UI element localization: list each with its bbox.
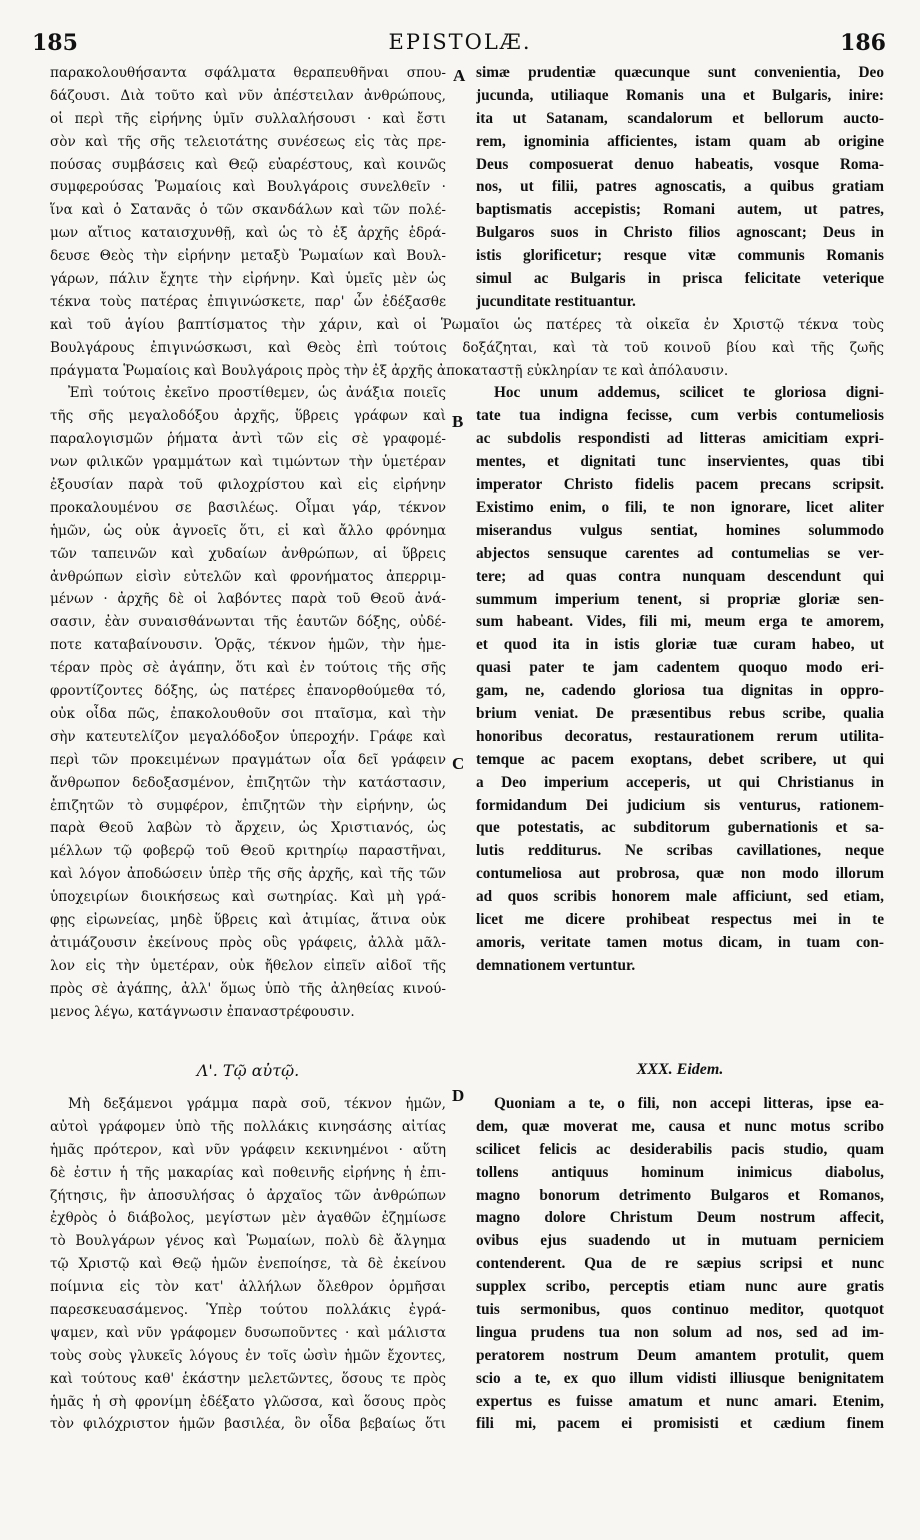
greek-text-line: Βουλγάρους ἐπιγινώσκωσι, καὶ Θεὸς ἐπὶ τούτοις δοξάζηται, καὶ τὰ τοῦ κοινοῦ βίου καὶ τῆς ζωῆς (50, 339, 884, 356)
greek-text-line: ἡμᾶς ἡ σὴ φρονίμη ἐδέξατο γλῶσσα, καὶ ὅσους πρὸς (50, 1393, 446, 1410)
greek-text-line: παρεσκευασάμενος. Ὑπὲρ τούτου πολλάκις ἐγρά- (50, 1302, 446, 1319)
latin-text-line: que potestatis, ac subditorum gubernationis et sa- (476, 819, 884, 837)
latin-text-line: sum habeant. Vides, fili mi, meum erga te amorem, (476, 613, 884, 631)
greek-text-line: συμφερούσας Ῥωμαίοις καὶ Βουλγάροις συνελθεῖν · (50, 179, 446, 196)
latin-text-line: a Deo imperium acceperis, ut qui Christianus in (476, 773, 884, 791)
greek-text-line: ψαμεν, καὶ νῦν γράφομεν δυσωποῦντες · καὶ μάλιστα (50, 1324, 446, 1341)
latin-text-line: fili mi, pacem ei promisisti et cædium finem (476, 1415, 884, 1433)
greek-column-letter-30 (50, 1093, 446, 1436)
greek-text-line: ἐπιζητῶν τὸ συμφέρον, ἐπιζητῶν τὴν εἰρήνην, ὡς (50, 797, 446, 814)
latin-text-line: summum imperium tenent, si propriæ gloriæ sen- (476, 590, 884, 608)
greek-text-line: τῶν ταπεινῶν καὶ χυδαίων ἀνθρώπων, αἱ ὕβρεις (50, 545, 446, 562)
latin-text-line: tate tua indigna fecisse, cum verbis contumeliosis (476, 407, 884, 425)
latin-text-line: scilicet felicis ac desiderabilis pacis studio, quam (476, 1140, 884, 1158)
greek-text-line: δὲ ἐστιν ἡ τῆς μακαρίας καὶ ποθεινῆς εἰρήνης ἡ ἐπι- (50, 1164, 446, 1181)
greek-text-line: φροντίζοντες δόξης, ὡς πατέρες ἐπανορθούμεθα τό, (50, 683, 446, 700)
running-title: EPISTOLÆ. (388, 30, 532, 54)
latin-column-top (476, 62, 884, 978)
greek-text-line: σὸν καὶ τῆς σῆς τελειοτάτης συνέσεως εἰς τὰς πρε- (50, 133, 446, 150)
greek-text-line: προκαλουμένου σε βασιλέως. Οἶμαι γάρ, τέκνον (50, 499, 446, 516)
greek-text-line: μενος λέγω, κατάγνωσιν ἐπαναστρέφουσιν. (50, 1003, 355, 1020)
latin-text-line: tuis sermonibus, quos continuo meditor, quotquot (476, 1301, 884, 1319)
latin-text-line: nos, ut filii, patres agnoscatis, a quibus gratiam (476, 178, 884, 196)
greek-text-line: ἐξουσίαν παρὰ τοῦ φιλοχρίστου καὶ εἰς εἰρήνην (50, 477, 446, 494)
latin-text-line: mentes, et dignitati tunc inservientes, quas tibi (476, 453, 884, 471)
greek-text-line: πρὸς σὲ ἀγάπης, ἀλλ' ὅμως ὑπὸ τῆς ἀληθείας κινού- (50, 980, 446, 997)
latin-text-line: scio a te, ex quo illum vidisti illiusque benignitatem (476, 1369, 884, 1387)
greek-text-line: παρακολουθήσαντα σφάλματα θεραπευθῆναι σπου- (50, 65, 446, 81)
greek-text-line: καὶ τούτους καθ' ἑκάστην μελετῶντες, ὅσους τε πρὸς (50, 1370, 446, 1387)
greek-text-line: ἐχθρὸς ὁ διάβολος, μεγίστων μὲν ἀγαθῶν ἐζημίωσε (50, 1210, 446, 1227)
greek-text-line: τέραν πρὸς σὲ ἀγάπην, ὅτι καὶ ἐν τούτοις τῆς σῆς (50, 660, 446, 677)
greek-text-line: ποτε καταβαίνουσιν. Ὁρᾷς, τέκνον ἡμῶν, τὴν ἡμε- (50, 637, 446, 654)
greek-text-line: αὐτοὶ γράφομεν ὑπὸ τῆς πολλάκις κινησάσης αἰτίας (50, 1118, 446, 1135)
latin-text-line: simæ prudentiæ quæcunque sunt convenientia, Deo (476, 64, 884, 81)
latin-text-line: abjectos sensuque carentes ad contumelias se ver- (476, 544, 884, 562)
latin-text-line: Quoniam a te, o fili, non accepi litteras, ipse ea- (494, 1095, 884, 1112)
latin-text-line: imperator Christo fidelis pacem precans scripsit. (476, 476, 884, 494)
latin-text-line: gam, ne, cadendo gloriosa tua dignitas in oppro- (476, 682, 884, 700)
page-header (30, 30, 890, 64)
latin-text-line: rem, ignominia afficientes, istam quam ab origine (476, 132, 884, 150)
greek-text-line: δευσε Θεὸς τὴν εἰρήνην μεταξὺ Ῥωμαίων καὶ Βουλ- (50, 248, 446, 265)
greek-text-line: νων φιλικῶν γραμμάτων καὶ τιμώντων τὴν ὑμετέραν (50, 454, 446, 471)
latin-text-line: demnationem vertuntur. (476, 956, 636, 974)
latin-text-line: magno bonorum detrimento Bulgaros et Romanos, (476, 1186, 884, 1204)
greek-text-line: παρὰ Θεοῦ λαβὼν τὸ ἄρχειν, ὡς Χριστιανός, ὡς (50, 820, 446, 837)
greek-text-line: οὐκ οἶδα πῶς, ἐπακολουθοῦν σοι πταῖσμα, καὶ τὴν (50, 705, 446, 722)
latin-text-line: contenderent. Qua de re sæpius scripsi et nunc (476, 1255, 884, 1273)
latin-text-line: tollens antiquus hominum inimicus diabolus, (476, 1163, 884, 1181)
greek-text-line: τὸ Βουλγάρων γένος καὶ Ῥωμαίων, πολὺ δὲ ἄλγημα (50, 1233, 446, 1250)
greek-text-line: ἄνθρωπον δεδοξασμένον, ἐπιζητῶν τὴν κατάστασιν, (50, 774, 446, 791)
greek-text-line: ἡμᾶς πρότερον, καὶ νῦν γράφειν κεκινημένοι · αὕτη (50, 1141, 446, 1158)
latin-text-line: miserandus vulgus sentiat, homines solummodo (476, 521, 884, 539)
latin-text-line: honoribus decoratus, restaurationem rerum utilita- (476, 727, 884, 745)
greek-text-line: τέκνα τοὺς πατέρας ἐπιγινώσκετε, παρ' ὧν ἐδέξασθε (50, 293, 446, 310)
latin-text-line: jucunda, utiliaque Romanis una et Bulgaris, inire: (476, 86, 884, 104)
greek-text-line: ἀτιμάζουσιν ἐκείνους πρὸς οὓς γράφεις, ἀλλὰ μᾶλ- (50, 934, 446, 951)
latin-text-line: dem, quæ moverat me, causa et nunc motus scribo (476, 1117, 884, 1135)
latin-text-line: istis glorificetur; resque vitæ communis Romanis (476, 247, 884, 265)
latin-text-line: expertus es fuisse amatum et nunc amari. Etenim, (476, 1392, 884, 1410)
greek-text-line: καὶ τοῦ ἁγίου βαπτίσματος τὴν χάριν, καὶ οἱ Ῥωμαῖοι ὡς πατέρες τὰ οἰκεῖα ἐν Χριστῷ τέκνα τοὺς (50, 316, 884, 333)
greek-paragraph-b (50, 382, 446, 1023)
latin-text-line: formidandum Dei judicium sis venturus, rationem- (476, 796, 884, 814)
greek-text-line: οἱ περὶ τῆς εἰρήνης ὑμῖν συλλαλήσουσι · καὶ ἔστι (50, 110, 446, 127)
latin-text-line: ita ut Satanam, scandalorum et bellorum aucto- (476, 109, 884, 127)
latin-text-line: contumeliosa aut probrosa, quæ non modo illorum (476, 865, 884, 883)
greek-text-line: παραλογισμῶν ῥήματα ἀντὶ τῶν εἰς σὲ γραφομέ- (50, 431, 446, 448)
greek-text-line: τῆς σῆς μεγαλοδόξου ἀρχῆς, ὕβρεις γράφων καὶ (50, 408, 446, 425)
greek-text-line: Μὴ δεξάμενοι γράμμα παρὰ σοῦ, τέκνον ἡμῶν, (68, 1096, 446, 1112)
greek-text-line: τὸν φιλόχριστον ἡμῶν βασιλέα, ὃν οἶδα βεβαίως ὅτι (50, 1416, 446, 1433)
greek-text-line: περὶ τῶν προκειμένων πραγμάτων οἷα δεῖ γράφειν (50, 751, 446, 768)
greek-text-line: ἀνθρώπων εἰσὶν εὐτελῶν καὶ φρονήματος ἀπερριμ- (50, 568, 446, 585)
margin-letter-d: D (452, 1086, 465, 1105)
greek-text-line: ὑποχειρίων διοικήσεως καὶ σωτηρίας. Καὶ μὴ γρά- (50, 889, 446, 906)
latin-text-line: temque ac pacem exoptans, debet scribere, ut qui (476, 750, 884, 768)
latin-paragraph-b (476, 382, 884, 977)
greek-text-line: πράγματα Ῥωμαίοις καὶ Βουλγάροις πρὸς τὴν ἐξ ἀρχῆς ἀποκαταστῇ εὐκληρίαν τε καὶ ἀπόλαυσιν. (50, 362, 729, 379)
latin-column-letter-30 (476, 1093, 884, 1436)
latin-text-line: ovibus ejus suadendo ut in mutuam perniciem (476, 1232, 884, 1250)
latin-text-line: lutis redditurus. Ne scribas cavillationes, neque (476, 842, 884, 860)
greek-text-line: ἡμῶν, ὡς οὐκ ἀγνοεῖς ὅτι, εἰ καὶ ἄλλο φρόνημα (50, 522, 446, 539)
greek-text-line: πούσας συμβάσεις καὶ Θεῷ εὐαρέστους, καὶ κοινῶς (50, 156, 446, 173)
greek-text-line: τοὺς σοὺς γλυκεῖς λόγους ἐν τοῖς ὠσὶν ἡμῶν ἔχοντες, (50, 1347, 446, 1364)
greek-text-line: σὴν κατευτελίζον μεγαλόδοξον ὑπεροχήν. Γράφε καὶ (50, 728, 446, 745)
greek-text-line: ἵνα καὶ ὁ Σατανᾶς ὁ τῶν σκανδάλων καὶ τῶν πολέ- (50, 202, 446, 219)
latin-text-line: et quod ita in istis gloriæ tuæ curam habeo, ut (476, 636, 884, 654)
greek-text-line: μων αἴτιος καταισχυνθῇ, καὶ ὡς τὸ ἐξ ἀρχῆς ἑδρά- (50, 225, 446, 242)
page-number-right: 186 (840, 30, 886, 56)
latin-text-line: ad quos scribis honorem male afficiunt, sed etiam, (476, 888, 884, 906)
margin-letter-c: C (452, 754, 465, 773)
latin-text-line: licet me dicere prohibeat respectus mei in te (476, 910, 884, 928)
greek-text-line: ποίμνια εἰς τὸν κατ' ἀλλήλων ὄλεθρον ὁρμῆσαι (50, 1279, 446, 1296)
greek-text-line: γάρων, πάλιν ἔχητε τὴν εἰρήνην. Καὶ ὑμεῖς μὲν ὡς (50, 271, 446, 288)
latin-text-line: quasi pater te jam cadentem quoquo modo eri- (476, 659, 884, 677)
latin-text-line: tere; ad quas contra nunquam descendunt qui (476, 567, 884, 585)
margin-letter-a: A (453, 66, 466, 85)
latin-text-line: peratorem nostrum Deum amantem protulit, quem (476, 1346, 884, 1364)
section-heading-greek: Λ'. Τῷ αὐτῷ. (196, 1061, 300, 1080)
greek-text-line: τῷ Χριστῷ καὶ Θεῷ ἡμῶν ἐνεποίησε, τὰ δὲ ἐκείνου (50, 1256, 446, 1273)
greek-text-line: λον εἰς τὴν ὑμετέραν, οὐκ ἤθελον εἰπεῖν αἰδοῖ τῆς (50, 957, 446, 974)
latin-text-line: baptismatis accepistis; Romani autem, ut patres, (476, 201, 884, 219)
latin-text-line: simul ac Bulgaris in prisca felicitate veterique (476, 270, 884, 288)
greek-text-line: φῃς εἰρωνείας, μηδὲ ὕβρεις καὶ ἀτιμίας, ἅτινα οὐκ (50, 911, 446, 928)
greek-text-line: μένων · ἀρχῆς δὲ οἱ λαβόντες παρὰ τοῦ Θεοῦ ἀνά- (50, 591, 446, 608)
latin-text-line: ac subdolis respondisti ad litteras amicitiam expri- (476, 430, 884, 448)
latin-text-line: amoris, veritate tamen motus dicam, in tuam con- (476, 933, 884, 951)
greek-text-line: ζήτησις, ἣν ἀποσυλήσας ὁ ἀρχαῖος τῶν ἀνθρώπων (50, 1187, 446, 1204)
latin-text-line: magno dolore Christum Deum nostrum affecit, (476, 1209, 884, 1227)
latin-text-line: lingua prudens tua non solum ad nos, sed ad im- (476, 1323, 884, 1341)
margin-letter-b: B (452, 412, 464, 431)
latin-text-line: Bulgaros suos in Christo filios agnoscant; Deus in (476, 224, 884, 242)
latin-text-line: brium veniat. De præsentibus rebus scribe, qualia (476, 704, 884, 722)
latin-full-width-gap (476, 314, 884, 383)
greek-text-line: καὶ λόγον ἀποδώσειν ὑπὲρ τῆς σῆς ἀρχῆς, καὶ τῆς τῶν (50, 866, 446, 883)
latin-text-line: Existimo enim, o fili, te non ignorare, licet aliter (476, 498, 884, 516)
section-heading-latin: XXX. Eidem. (636, 1061, 724, 1078)
latin-text-line: jucunditate restituantur. (476, 292, 636, 310)
latin-text-line: Hoc unum addemus, scilicet te gloriosa digni- (494, 384, 884, 402)
latin-text-line: Deus composuerat denuo habeatis, vosque Roma- (476, 155, 884, 173)
greek-text-line: Ἐπὶ τούτοις ἐκεῖνο προστίθεμεν, ὡς ἀνάξια ποιεῖς (68, 385, 446, 402)
page-number-left: 185 (32, 30, 78, 56)
greek-text-line: μέλλων τῷ φοβερῷ τοῦ Θεοῦ κριτηρίῳ παραστῆναι, (50, 843, 446, 860)
greek-text-line: σασιν, ἐὰν συναισθάνωνται τῆς ἑαυτῶν δόξης, οὐδέ- (50, 614, 446, 631)
latin-text-line: supplex scribo, perceptis etiam nunc aure gratis (476, 1278, 884, 1296)
greek-text-line: δάζουσι. Διὰ τοῦτο καὶ νῦν ἀπέστειλαν ἀνθρώπους, (50, 87, 446, 104)
